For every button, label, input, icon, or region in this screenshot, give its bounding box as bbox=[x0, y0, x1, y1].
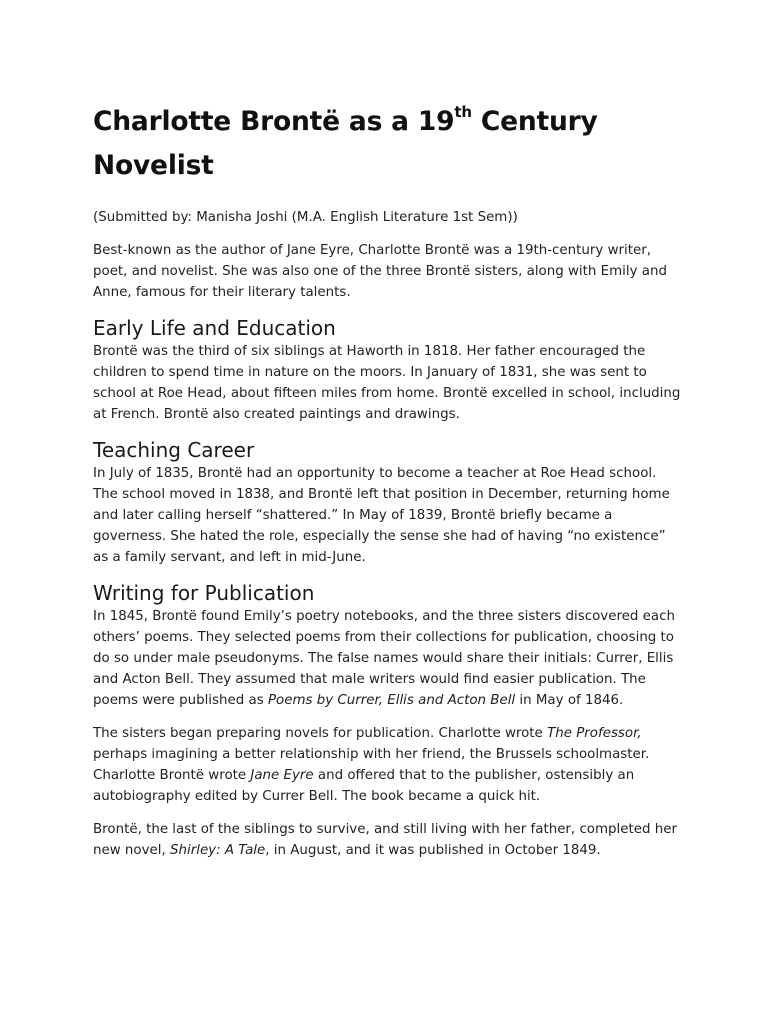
early-life-paragraph: Brontë was the third of six siblings at Haworth in 1818. Her father encouraged the children to spend time in nature on the moors. In January of 1831, she was sent to school at Roe Head, about fifteen miles from home. Brontë excelled in school, including at French. Brontë also created paintings and drawings. bbox=[93, 344, 681, 422]
heading-teaching-career: Teaching Career bbox=[93, 438, 255, 462]
intro-paragraph: Best-known as the author of Jane Eyre, Charlotte Brontë was a 19th-century writer, poet, and novelist. She was also one of the three Brontë sisters, along with Emily and Anne, famous for their literary talents. bbox=[93, 243, 667, 300]
publication-paragraph-2 bbox=[93, 723, 683, 807]
title-rest: Century Novelist bbox=[93, 106, 598, 181]
heading-early-life: Early Life and Education bbox=[93, 316, 336, 340]
p3-italic-shirley: Shirley: A Tale bbox=[170, 843, 266, 858]
p2-italic-professor: The Professor, bbox=[547, 726, 642, 741]
publication-paragraph-1 bbox=[93, 606, 683, 711]
title-superscript: th bbox=[454, 103, 472, 121]
p2-text-c: and offered that to the publisher, ostensibly an autobiography edited by Currer Bell. The book became a quick hit. bbox=[93, 768, 635, 804]
p3-text-b: , in August, and it was published in October 1849. bbox=[265, 843, 601, 858]
p2-italic-jane-eyre: Jane Eyre bbox=[250, 768, 314, 783]
p2-text-a: The sisters began preparing novels for publication. Charlotte wrote bbox=[93, 726, 548, 741]
p2-text-b: perhaps imagining a better relationship with her friend, the Brussels schoolmaster. Charlotte Brontë wrote bbox=[93, 747, 650, 783]
p1-text: In 1845, Brontë found Emily’s poetry notebooks, and the three sisters discovered each others’ poems. They selected poems from their collections for publication, choosing to do so under male pseudonyms. The false names would share their initials: Currer, Ellis and Acton Bell. They assumed that male writers would find easier publication. The poems were published as bbox=[93, 609, 675, 708]
heading-writing-publication: Writing for Publication bbox=[93, 581, 315, 605]
publication-paragraph-3 bbox=[93, 819, 683, 861]
p3-text-a: Brontë, the last of the siblings to survive, and still living with her father, completed her new novel, bbox=[93, 822, 677, 858]
p1-italic-title: Poems by Currer, Ellis and Acton Bell bbox=[267, 693, 516, 708]
title-main: Charlotte Brontë as a 19 bbox=[93, 106, 455, 137]
document-page bbox=[93, 100, 683, 873]
p1-end: in May of 1846. bbox=[515, 693, 624, 708]
submitted-by: (Submitted by: Manisha Joshi (M.A. English Literature 1st Sem)) bbox=[93, 210, 518, 225]
teaching-paragraph: In July of 1835, Brontë had an opportunity to become a teacher at Roe Head school. The school moved in 1838, and Brontë left that position in December, returning home and later calling herself “shattered.” In May of 1839, Brontë briefly became a governess. She hated the role, especially the sense she had of having “no existence” as a family servant, and left in mid-June. bbox=[93, 466, 670, 565]
page-title bbox=[93, 100, 683, 188]
